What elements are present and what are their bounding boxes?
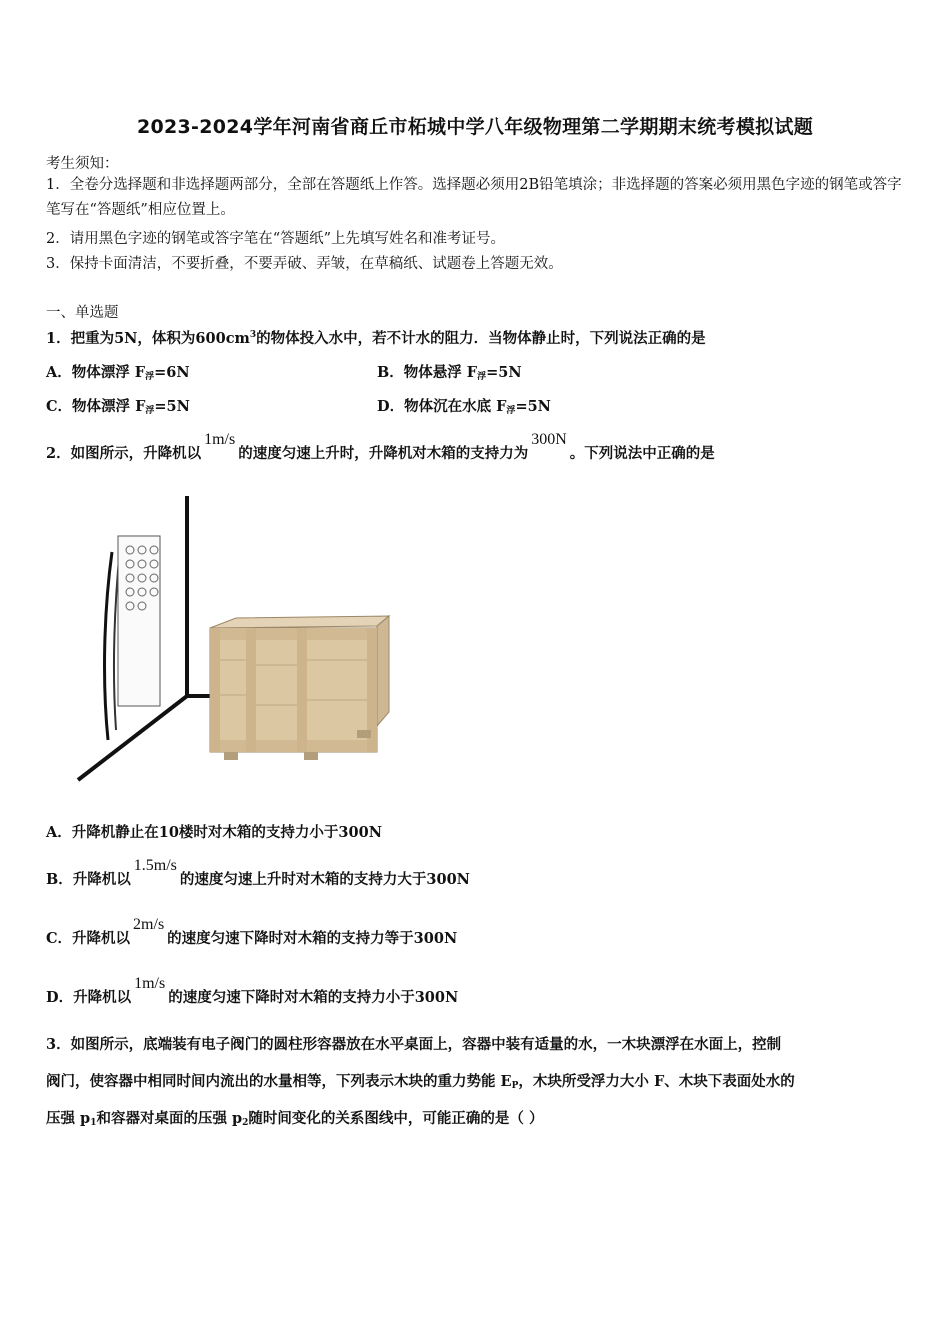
q2-option-c: C．升降机以2m/s的速度匀速下降时对木箱的支持力等于300N — [46, 916, 458, 947]
question-3-line-2: 阀门，使容器中相同时间内流出的水量相等，下列表示木块的重力势能 $E_P$，木块所受浮力大小 F、木块下表面处水的 — [46, 1073, 795, 1091]
elevator-crate-figure — [74, 490, 404, 790]
question-3-line-3: 压强 $p_1$和容器对桌面的压强 $p_2$随时间变化的关系图线中，可能正确的是（ ） — [46, 1110, 544, 1128]
page-title: 2023-2024学年河南省商丘市柘城中学八年级物理第二学期期末统考模拟试题 — [136, 116, 814, 138]
notice-item-1: 1．全卷分选择题和非选择题两部分，全部在答题纸上作答。选择题必须用2B铅笔填涂；非选择题的答案必须用黑色字迹的钢笔或答字笔写在“答题纸”相应位置上。 — [46, 177, 902, 218]
force-value: 300N — [531, 431, 567, 448]
question-1-stem: 1．把重为5N，体积为$600cm^3$的物体投入水中，若不计水的阻力．当物体静止时，下列说法正确的是 — [46, 330, 706, 347]
notice-item-3: 3．保持卡面清洁，不要折叠，不要弄破、弄皱，在草稿纸、试题卷上答题无效。 — [46, 256, 563, 272]
q2-option-a: A．升降机静止在10楼时对木箱的支持力小于300N — [46, 824, 382, 841]
crate-top-icon — [210, 616, 389, 628]
q1-option-d: D．物体沉在水底 $F_浮=5N$ — [377, 398, 551, 416]
wooden-crate-icon — [210, 628, 377, 752]
door-edge-curve — [105, 552, 112, 740]
notice-item-2: 2．请用黑色字迹的钢笔或答字笔在“答题纸”上先填写姓名和准考证号。 — [46, 231, 506, 247]
speed-value: 1m/s — [204, 431, 236, 448]
crate-side-icon — [377, 616, 389, 726]
question-2-stem: 2．如图所示，升降机以1m/s的速度匀速上升时，升降机对木箱的支持力为300N。下列说法中正确的是 — [46, 431, 715, 462]
q2-option-b: B．升降机以1.5m/s的速度匀速上升时对木箱的支持力大于300N — [46, 857, 470, 888]
q1-option-b: B．物体悬浮 $F_浮=5N$ — [377, 364, 522, 382]
q1-option-c: C．物体漂浮 $F_浮=5N$ — [46, 398, 190, 416]
q2-option-d: D．升降机以1m/s的速度匀速下降时对木箱的支持力小于300N — [46, 975, 459, 1006]
section-heading: 一、单选题 — [46, 305, 119, 321]
question-3-line-1: 3．如图所示，底端装有电子阀门的圆柱形容器放在水平桌面上，容器中装有适量的水，一木块漂浮在水面上，控制 — [46, 1036, 782, 1053]
q1-option-a: A．物体漂浮 $F_浮=6N$ — [46, 364, 190, 382]
notice-heading: 考生须知： — [46, 156, 119, 172]
elevator-floor-line — [78, 696, 187, 780]
